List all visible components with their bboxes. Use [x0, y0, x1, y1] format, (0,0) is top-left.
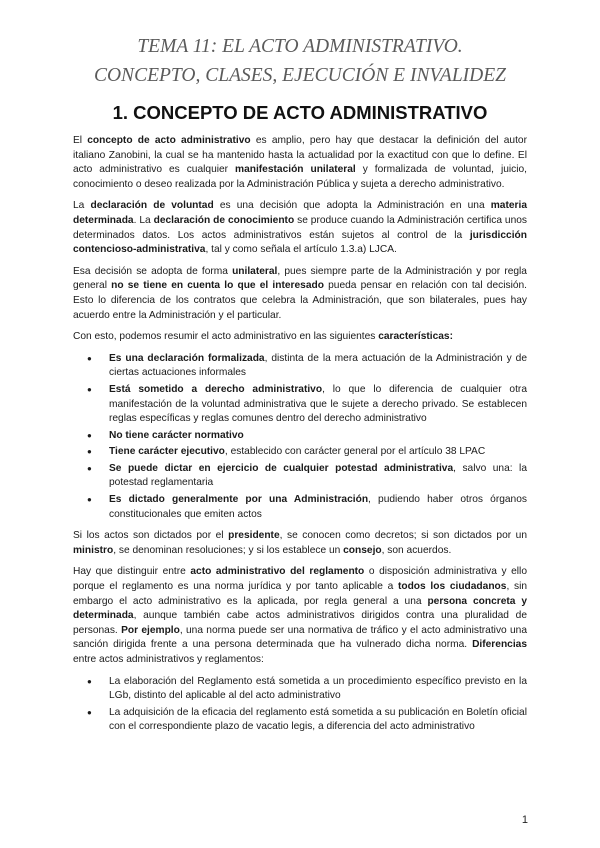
title-line-2: CONCEPTO, CLASES, EJECUCIÓN E INVALIDEZ: [93, 65, 507, 86]
text-run: , tal y como señala el artículo 1.3.a) LJCA.: [205, 244, 397, 256]
list-item: [109, 445, 527, 460]
paragraph-act-vs-regulation: [73, 565, 527, 667]
list-item: ● La adquisición de la eficacia del reglamento está sometida a su publicación en Boletín oficial con el correspondiente plazo de vacatio legis, a diferencia del acto administrativo: [109, 706, 527, 735]
bold-run: Por ejemplo: [121, 624, 180, 636]
document-title: [53, 32, 547, 90]
text-run: entre actos administrativos y reglamentos:: [73, 654, 264, 665]
bold-run: No tiene carácter normativo: [109, 429, 244, 441]
list-item: ● La elaboración del Reglamento está sometida a un procedimiento específico previsto en la LGb, distinto del aplicable al del acto administrativo: [109, 675, 527, 704]
text-run: , son acuerdos.: [381, 544, 452, 556]
bold-run: declaración de conocimiento: [153, 214, 295, 226]
text-run: se produce cuando la Administración certifica unos determinados datos. Los actos administrativos están sujetos al control de la: [73, 214, 528, 241]
bold-run: Tiene carácter ejecutivo: [109, 446, 225, 458]
bold-run: características:: [378, 331, 453, 343]
paragraph-authorities: [73, 529, 527, 558]
paragraph-concept: [73, 134, 527, 192]
bold-run: no se tiene en cuenta lo que el interesado: [111, 280, 324, 292]
bold-run: jurisdicción contencioso-administrativa: [73, 229, 527, 256]
bold-run: Es dictado generalmente por una Administración: [109, 494, 369, 506]
bold-run: todos los ciudadanos: [397, 581, 507, 593]
bold-run: unilateral: [232, 265, 278, 277]
differences-list: [73, 675, 527, 735]
text-run: . La: [133, 214, 154, 226]
text-run: Esa decisión se adopta de forma: [73, 265, 233, 277]
text-run: , aunque también cabe actos administrativos dirigidos contra una pluralidad de personas.: [73, 610, 527, 636]
bold-run: manifestación unilateral: [235, 164, 356, 176]
section-heading: 1. CONCEPTO DE ACTO ADMINISTRATIVO: [112, 102, 488, 123]
text-run: , lo que lo diferencia de cualquier otra manifestación de la voluntad administrativa que le sujete a derecho privado. Se establecen reglas específicas y reglas comunes dentro del derecho administrativo: [109, 383, 527, 425]
bold-run: declaración de voluntad: [90, 200, 214, 212]
bold-run: consejo: [343, 544, 382, 556]
page-number: 1: [521, 814, 528, 826]
bold-run: persona concreta y determinada: [73, 595, 527, 622]
text-run: Con esto, podemos resumir el acto administrativo en las siguientes: [73, 331, 379, 343]
text-run: , establecido con carácter general por el artículo 38 LPAC: [224, 446, 486, 458]
text-run: , distinta de la mera actuación de la Administración y de ciertas actuaciones informales: [109, 352, 527, 379]
paragraph-features-intro: [73, 330, 527, 345]
bold-run: ministro: [73, 544, 114, 556]
bold-run: Se puede dictar en ejercicio de cualquier potestad administrativa: [109, 462, 454, 474]
text-run: , sin embargo el acto administrativo es la aplicada, por regla general a una: [73, 581, 527, 607]
list-item: [109, 462, 527, 491]
title-line-1: TEMA 11: EL ACTO ADMINISTRATIVO.: [137, 36, 463, 57]
bold-run: concepto de acto administrativo: [87, 135, 251, 146]
text-run: o disposición administrativa y ello porque el reglamento es una norma jurídica y por tanto aplicable a: [73, 566, 527, 593]
bold-run: acto administrativo del reglamento: [190, 566, 365, 578]
bold-run: Es una declaración formalizada: [109, 352, 265, 364]
text-run: , pudiendo haber otros órganos constitucionales que emiten actos: [109, 494, 527, 520]
text-run: , salvo una: la potestad reglamentaria: [109, 462, 527, 489]
text-run: y formalizada de voluntad, juicio, conocimiento o deseo realizada por la Administración Pública y sujeta a derecho administrativo.: [73, 164, 527, 190]
bold-run: materia determinada: [73, 200, 527, 226]
text-run: El: [73, 135, 88, 146]
text-run: , pues siempre parte de la Administración y por regla general: [73, 265, 527, 292]
list-item: [109, 493, 527, 522]
text-run: Hay que distinguir entre: [73, 566, 191, 578]
text-run: , se conocen como decretos; si son dictados por un: [279, 530, 527, 542]
text-run: pueda pensar en relación con tal decisión. Esto lo diferencia de los contratos que celebra la Administración, que son bilaterales, pues hay acuerdo entre la Administración y el particular.: [73, 280, 527, 321]
features-list: [73, 352, 527, 523]
text-run: La: [73, 200, 91, 212]
bold-run: Está sometido a derecho administrativo: [109, 383, 323, 395]
text-run: , se denominan resoluciones; y si los establece un: [113, 544, 344, 556]
list-item: [109, 429, 527, 444]
list-item: [109, 383, 527, 427]
paragraph-unilateral: [73, 265, 527, 323]
text-run: es una decisión que adopta la Administración en una: [213, 200, 491, 212]
list-item: [109, 352, 527, 381]
text-run: Si los actos son dictados por el: [73, 530, 229, 542]
text-run: , una norma puede ser una normativa de tráfico y el acto administrativo una sanción dirigida frente a una persona determinada que ha vulnerado dicha norma.: [73, 624, 528, 651]
bold-run: Diferencias: [472, 639, 527, 651]
paragraph-declaration: [73, 199, 527, 257]
text-run: es amplio, pero hay que destacar la definición del autor italiano Zanobini, la cual se ha mantenido hasta la actualidad por la exactitud con que lo define. El acto administrativo es cualquier: [73, 135, 527, 176]
bold-run: presidente: [228, 530, 280, 542]
